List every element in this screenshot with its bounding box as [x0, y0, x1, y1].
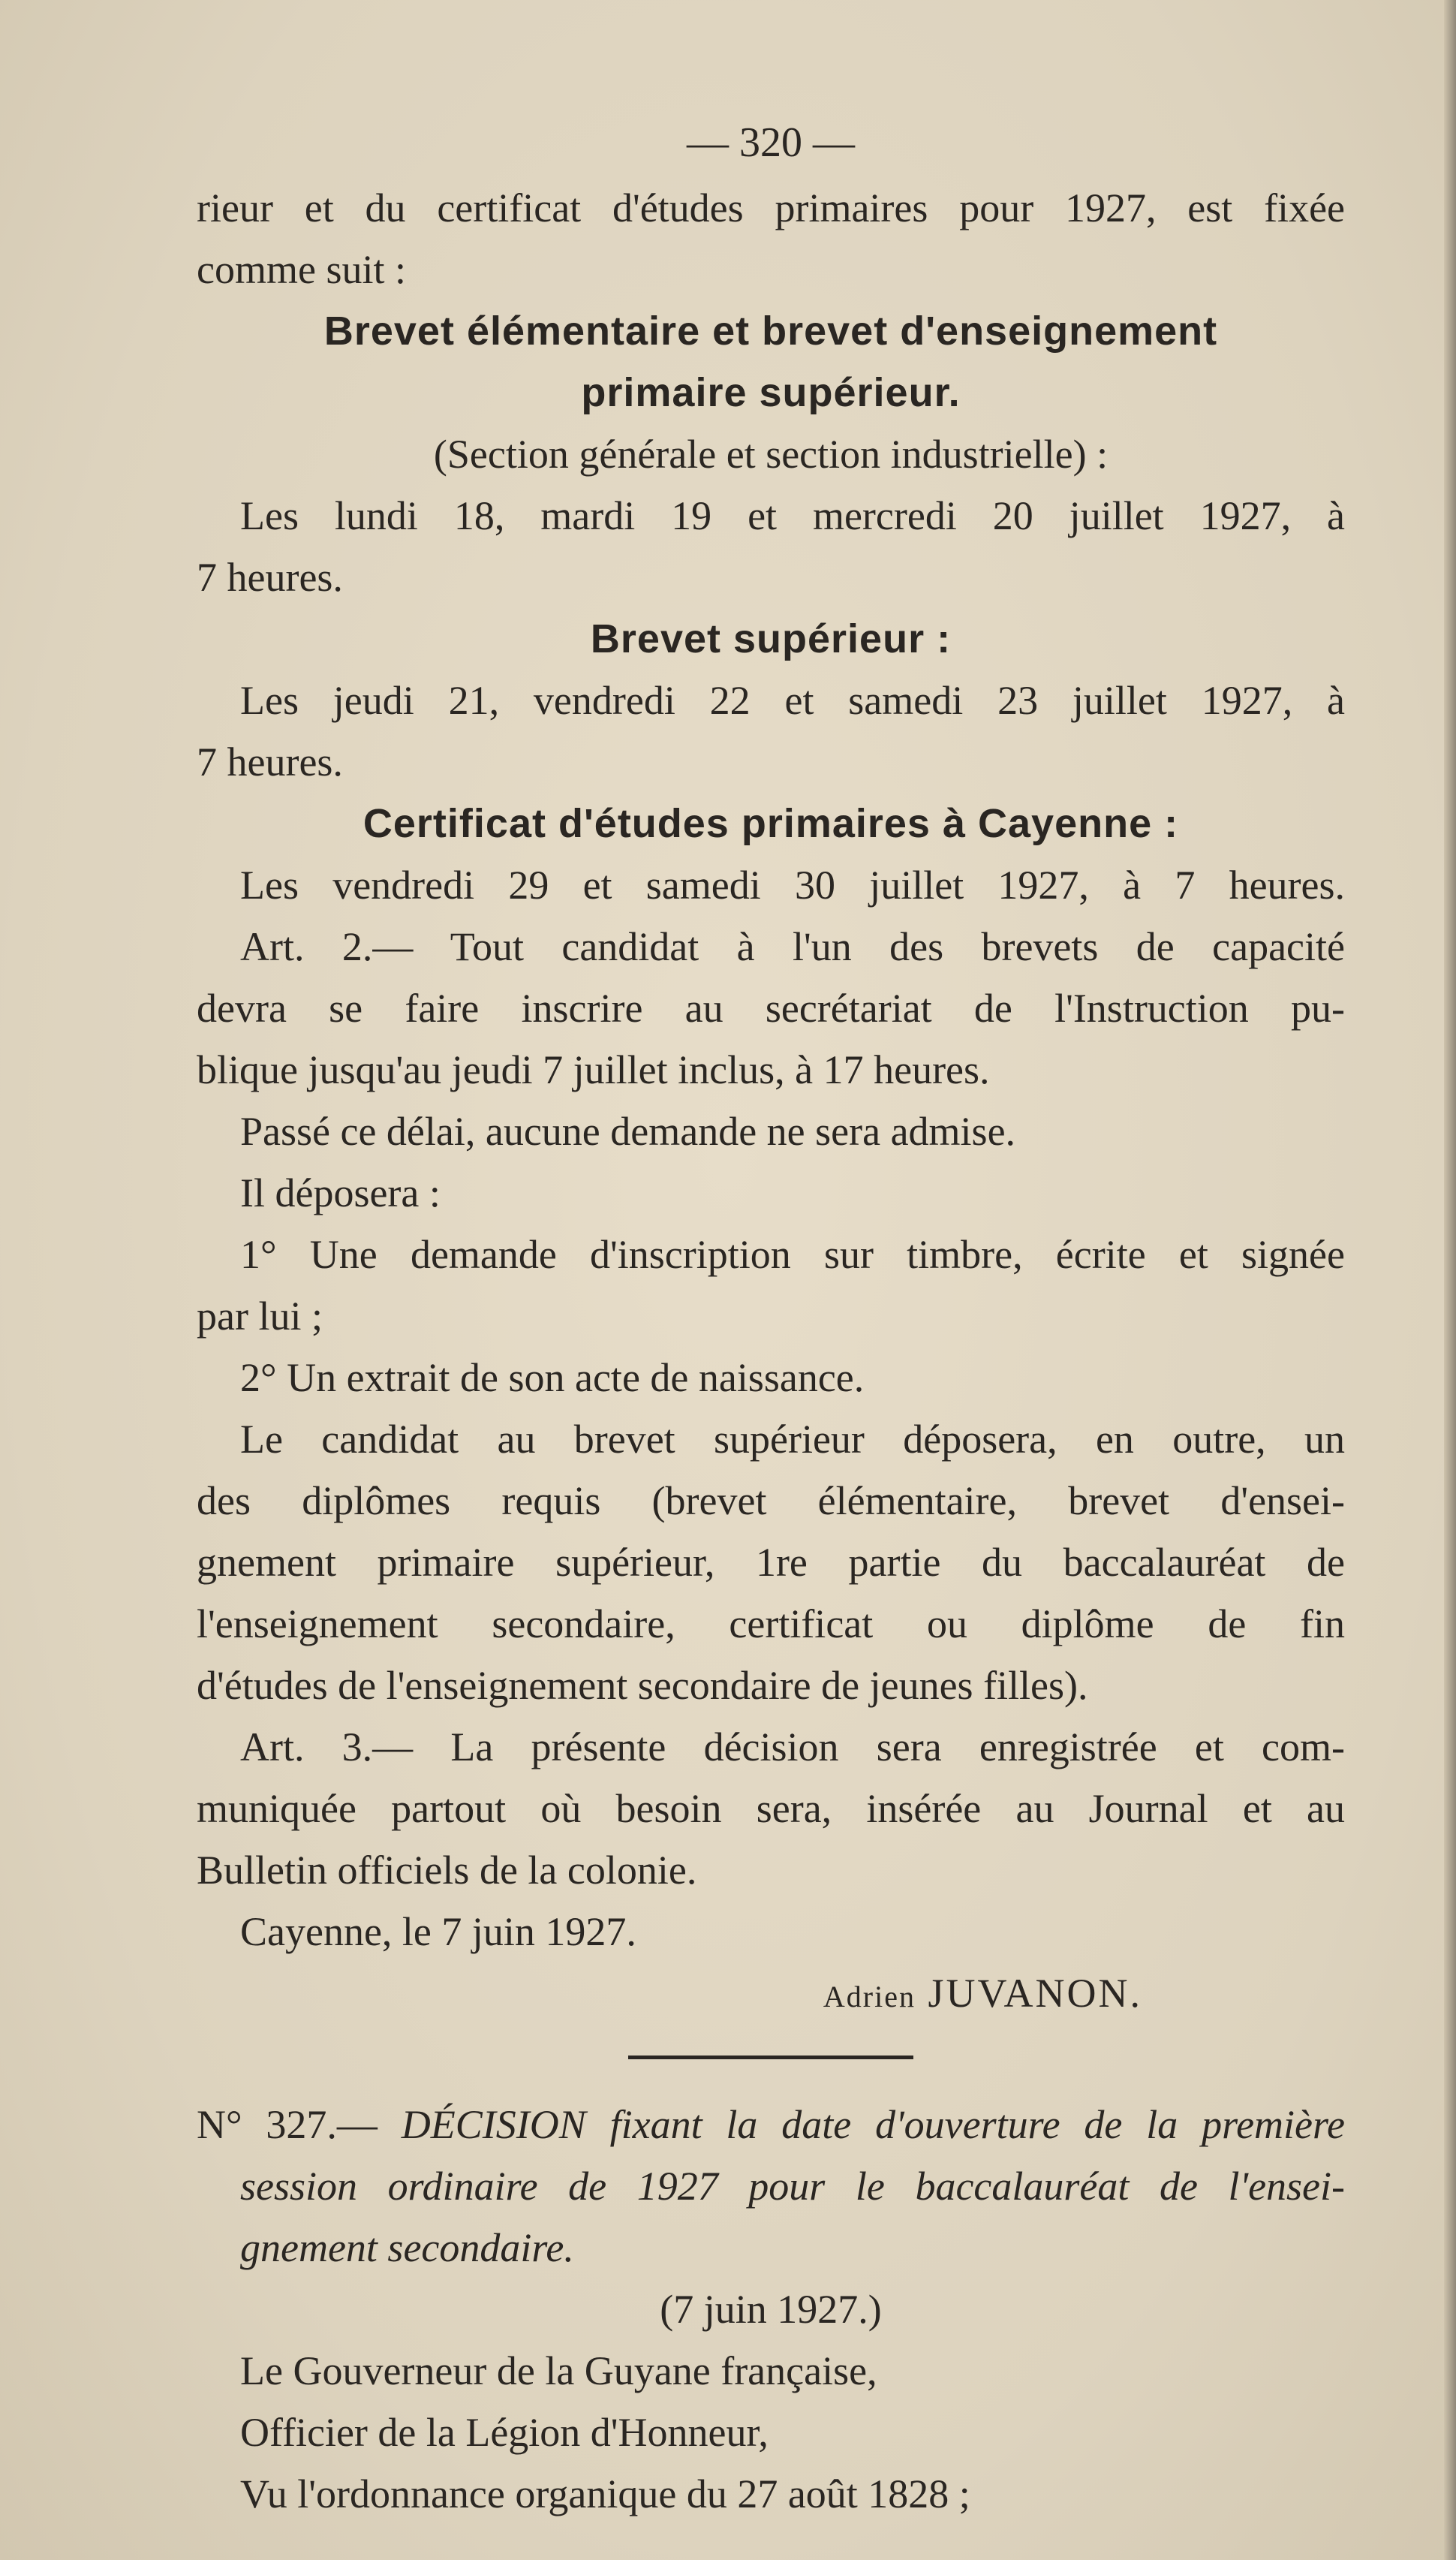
text-line: Les vendredi 29 et samedi 30 juillet 1927, à 7 heures.	[240, 863, 1345, 908]
section-heading: Brevet supérieur :	[590, 616, 952, 661]
text-line: 7 heures.	[197, 739, 343, 785]
article-line: devra se faire inscrire au secrétariat de l'Instruction pu-	[197, 986, 1345, 1031]
text-line: Il déposera :	[240, 1170, 441, 1215]
text-line: Vu l'ordonnance organique du 27 août 1828 ;	[240, 2471, 970, 2516]
decision-title-line: session ordinaire de 1927 pour le baccalauréat de l'ensei-	[240, 2164, 1345, 2209]
page-edge-shadow	[1444, 0, 1456, 2560]
text-line: Officier de la Légion d'Honneur,	[240, 2410, 769, 2455]
list-item: 1° Une demande d'inscription sur timbre, écrite et signée	[240, 1232, 1345, 1277]
text-line: rieur et du certificat d'études primaires pour 1927, est fixée	[197, 185, 1345, 230]
section-heading: primaire supérieur.	[581, 370, 961, 415]
list-item: par lui ;	[197, 1294, 323, 1339]
section-divider	[628, 2053, 913, 2061]
page-number: — 320 —	[687, 119, 855, 166]
decision-title-text: DÉCISION fixant la date d'ouverture de la première	[401, 2102, 1345, 2147]
text-line: Le Gouverneur de la Guyane française,	[240, 2348, 877, 2393]
text-line: gnement primaire supérieur, 1re partie du baccalauréat de	[197, 1540, 1345, 1585]
article-line: blique jusqu'au jeudi 7 juillet inclus, à 17 heures.	[197, 1047, 990, 1092]
text-line: 7 heures.	[197, 555, 343, 600]
article-line: Art. 3.— La présente décision sera enregistrée et com-	[240, 1724, 1345, 1769]
decision-number: N° 327.—	[197, 2102, 378, 2147]
section-note: (Section générale et section industrielle) :	[433, 432, 1109, 477]
text-line: l'enseignement secondaire, certificat ou diplôme de fin	[197, 1601, 1345, 1646]
text-line: comme suit :	[197, 247, 406, 292]
text-line: Passé ce délai, aucune demande ne sera admise.	[240, 1109, 1016, 1154]
place-date: Cayenne, le 7 juin 1927.	[240, 1909, 636, 1954]
article-line: Art. 2.— Tout candidat à l'un des brevets de capacité	[240, 924, 1345, 969]
signature-last-name: JUVANON.	[928, 1971, 1142, 2016]
text-line: des diplômes requis (brevet élémentaire, brevet d'ensei-	[197, 1478, 1345, 1523]
article-line: muniquée partout où besoin sera, insérée au Journal et au	[197, 1786, 1345, 1831]
signature	[197, 1962, 1345, 2028]
text-line: d'études de l'enseignement secondaire de jeunes filles).	[197, 1663, 1088, 1708]
page-text	[197, 113, 1345, 2525]
text-line: Les jeudi 21, vendredi 22 et samedi 23 juillet 1927, à	[240, 678, 1345, 723]
decision-date: (7 juin 1927.)	[660, 2287, 882, 2332]
decision-title-line: gnement secondaire.	[240, 2225, 574, 2270]
list-item: 2° Un extrait de son acte de naissance.	[240, 1355, 865, 1400]
section-heading: Certificat d'études primaires à Cayenne :	[362, 801, 1179, 846]
decision-title-line	[197, 2094, 1345, 2155]
section-heading: Brevet élémentaire et brevet d'enseignement	[323, 309, 1218, 354]
article-line: Bulletin officiels de la colonie.	[197, 1848, 697, 1893]
text-line: Les lundi 18, mardi 19 et mercredi 20 juillet 1927, à	[240, 493, 1345, 538]
signature-first-name: Adrien	[823, 1980, 916, 2013]
text-line: Le candidat au brevet supérieur déposera, en outre, un	[240, 1417, 1345, 1462]
